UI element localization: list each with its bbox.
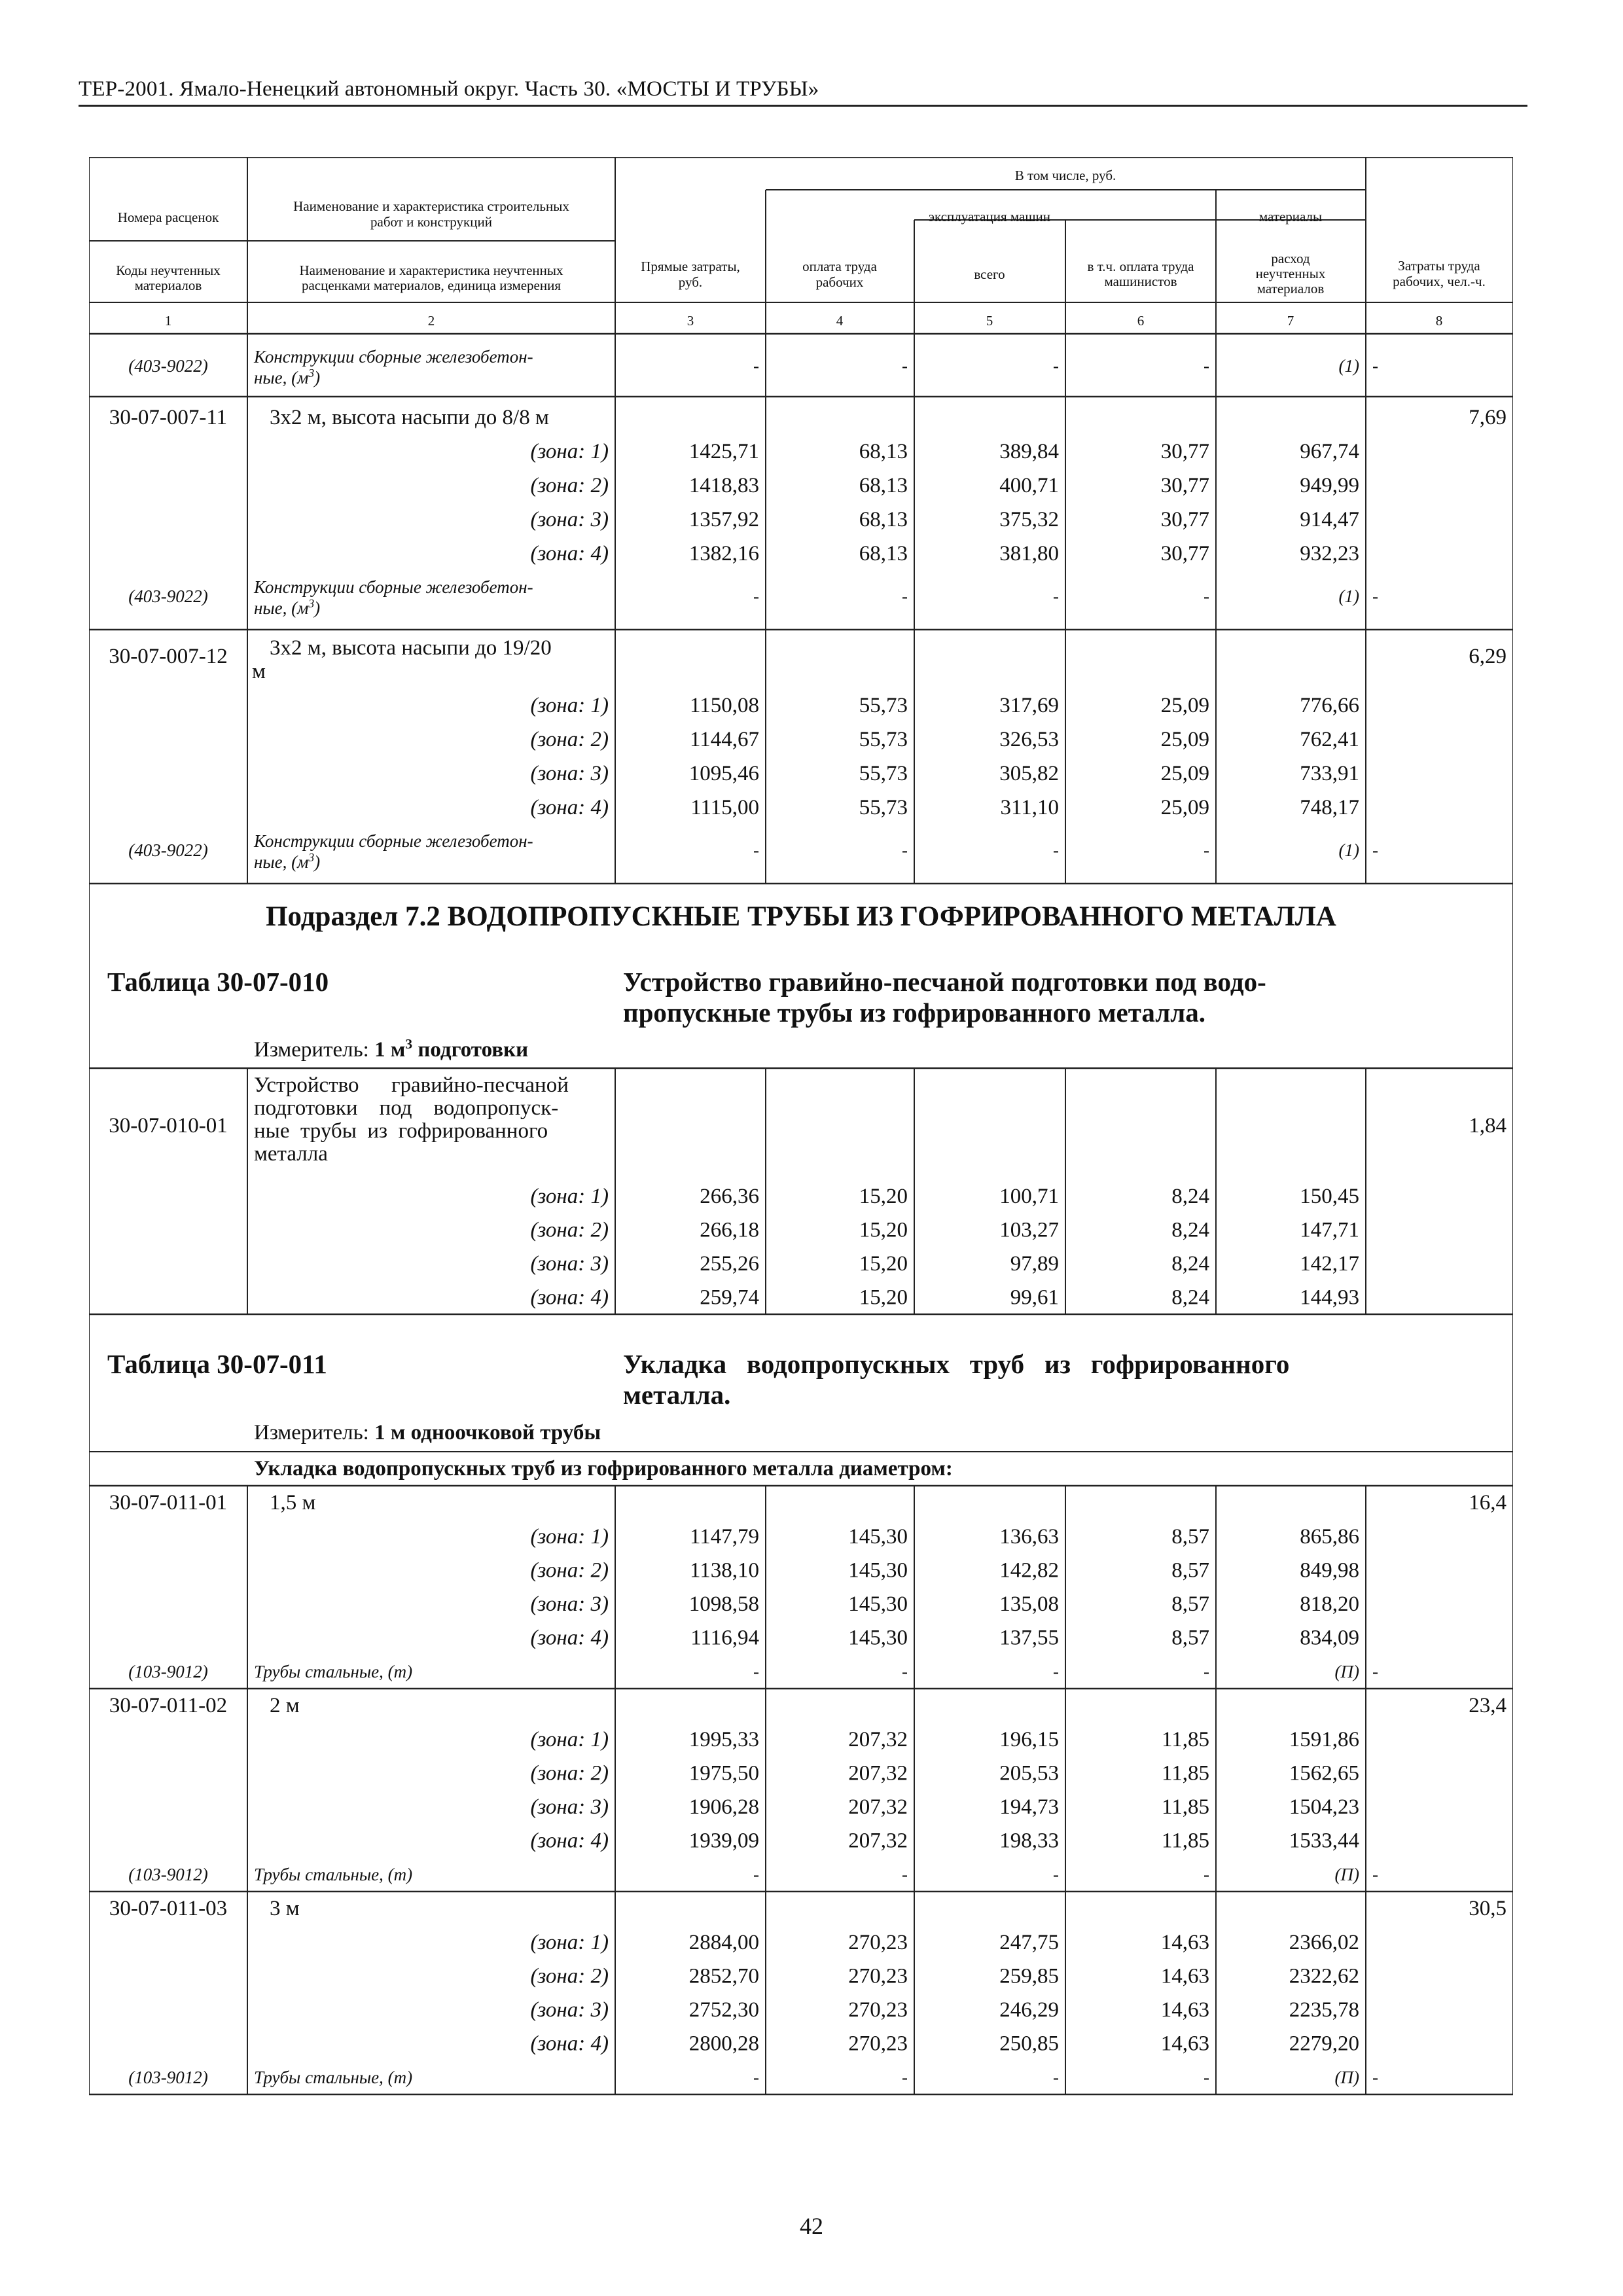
material-name: ные, $(м^3)$ (254, 367, 321, 387)
zone-value: 305,82 (999, 762, 1059, 785)
zone-value: 246,29 (999, 1998, 1059, 2022)
zone-value: 1591,86 (1289, 1728, 1359, 1751)
material-value: - (1204, 356, 1209, 376)
zone-value: 266,18 (700, 1218, 759, 1242)
header-col4: рабочих (815, 274, 864, 290)
zone-value: 1995,33 (688, 1728, 759, 1751)
material-value: - (753, 356, 759, 376)
material-value: - (753, 586, 759, 606)
zone-value: 135,08 (999, 1592, 1059, 1616)
header-col6: машинистов (1104, 274, 1177, 289)
zone-label: (зона: 3) (530, 1998, 609, 2022)
zone-value: 55,73 (859, 694, 908, 717)
zone-value: 15,20 (859, 1185, 908, 1208)
zone-value: 1095,46 (688, 762, 759, 785)
material-name: ные, $(м^3)$ (254, 597, 321, 618)
zone-value: 1533,44 (1289, 1829, 1359, 1853)
zone-value: 14,63 (1160, 1964, 1209, 1988)
zone-value: 967,74 (1300, 440, 1359, 463)
zone-value: 145,30 (848, 1592, 908, 1616)
material-name: Трубы стальные, (т) (254, 1662, 413, 1681)
work-name: м (252, 660, 266, 683)
column-number: 6 (1137, 313, 1145, 329)
zone-value: 147,71 (1300, 1218, 1359, 1242)
material-value: - (1372, 356, 1378, 376)
zone-value: 1382,16 (688, 542, 759, 565)
zone-value: 8,24 (1171, 1252, 1209, 1276)
zone-value: 68,13 (859, 542, 908, 565)
work-name: 3 м (270, 1897, 300, 1920)
zone-label: (зона: 2) (530, 1964, 609, 1988)
zone-label: (зона: 4) (530, 542, 609, 565)
material-code: (103-9012) (128, 1865, 208, 1884)
meter-caption: Измеритель: 1 $м^3$ подготовки (254, 1036, 529, 1062)
zone-value: 1147,79 (689, 1525, 759, 1549)
zone-label: (зона: 1) (530, 440, 609, 463)
material-value: - (1372, 586, 1378, 606)
zone-value: 207,32 (848, 1829, 908, 1853)
header-col2: работ и конструкций (370, 214, 492, 230)
rate-code: 30-07-010-01 (109, 1114, 228, 1138)
material-value: - (1372, 1662, 1378, 1681)
material-name: Трубы стальные, (т) (254, 2068, 413, 2087)
zone-value: 55,73 (859, 728, 908, 751)
material-value: - (1204, 2068, 1209, 2087)
price-table (89, 157, 1513, 2128)
zone-value: 14,63 (1160, 1998, 1209, 2022)
header-col2: Наименование и характеристика строительных (293, 198, 569, 214)
zone-value: 11,85 (1161, 1728, 1209, 1751)
zone-label: (зона: 3) (530, 1795, 609, 1819)
zone-value: 2235,78 (1289, 1998, 1359, 2022)
zone-value: 311,10 (1000, 796, 1059, 819)
zone-label: (зона: 3) (530, 1252, 609, 1276)
zone-value: 8,57 (1171, 1525, 1209, 1549)
zone-value: 1357,92 (688, 508, 759, 531)
header-col1-codes: материалов (134, 278, 202, 293)
work-name: металла (254, 1142, 328, 1166)
material-value: - (753, 1662, 759, 1681)
zone-label: (зона: 1) (530, 1185, 609, 1208)
material-value: - (902, 1662, 908, 1681)
zone-value: 55,73 (859, 762, 908, 785)
material-value: - (753, 2068, 759, 2087)
subsection-title: Подраздел 7.2 ВОДОПРОПУСКНЫЕ ТРУБЫ ИЗ ГОФРИРОВАННОГО МЕТАЛЛА (266, 901, 1336, 932)
zone-value: 1138,10 (689, 1558, 759, 1583)
zone-label: (зона: 4) (530, 2032, 609, 2056)
zone-value: 2279,20 (1289, 2032, 1359, 2056)
zone-value: 30,77 (1160, 474, 1209, 497)
zone-value: 103,27 (999, 1218, 1059, 1242)
zone-value: 270,23 (848, 1964, 908, 1988)
labor-value: 16,4 (1469, 1491, 1507, 1515)
zone-value: 15,20 (859, 1252, 908, 1276)
work-name: ные трубы из гофрированного (254, 1119, 548, 1143)
zone-value: 865,86 (1300, 1525, 1359, 1549)
labor-value: 6,29 (1469, 645, 1507, 668)
header-machines: эксплуатация машин (929, 209, 1050, 224)
zone-value: 2752,30 (688, 1998, 759, 2022)
zone-value: 1116,94 (690, 1626, 759, 1650)
header-col5: всего (974, 266, 1005, 282)
rate-code: 30-07-011-01 (109, 1491, 228, 1515)
material-value: - (753, 840, 759, 860)
zone-value: 8,24 (1171, 1185, 1209, 1208)
header-col4: оплата труда (802, 259, 877, 274)
material-value: (1) (1338, 586, 1359, 606)
header-col8: Затраты труда (1398, 258, 1480, 274)
material-value: - (1372, 2068, 1378, 2087)
material-value: - (902, 840, 908, 860)
header-col7: материалов (1257, 281, 1325, 296)
zone-value: 381,80 (999, 542, 1059, 565)
zone-value: 205,53 (999, 1761, 1059, 1785)
zone-value: 1562,65 (1289, 1761, 1359, 1785)
material-value: - (1372, 840, 1378, 860)
header-rule (79, 105, 1527, 107)
zone-value: 1098,58 (688, 1592, 759, 1616)
header-col3: Прямые затраты, (641, 259, 740, 274)
work-name: 1,5 м (270, 1491, 316, 1515)
zone-value: 1504,23 (1289, 1795, 1359, 1819)
header-col8: рабочих, чел.-ч. (1393, 274, 1486, 289)
material-value: - (1053, 840, 1059, 860)
zone-value: 207,32 (848, 1795, 908, 1819)
zone-value: 25,09 (1160, 694, 1209, 717)
zone-label: (зона: 2) (530, 728, 609, 751)
group-heading: Укладка водопропускных труб из гофрированного металла диаметром: (254, 1457, 953, 1480)
zone-value: 8,57 (1171, 1558, 1209, 1583)
material-value: - (1053, 586, 1059, 606)
header-materials: материалы (1258, 209, 1323, 224)
labor-value: 30,5 (1469, 1897, 1507, 1920)
zone-label: (зона: 4) (530, 1626, 609, 1650)
zone-value: 11,85 (1161, 1761, 1209, 1785)
material-name: Конструкции сборные железобетон- (254, 831, 533, 851)
material-value: - (1204, 1662, 1209, 1681)
material-value: - (1204, 1865, 1209, 1884)
zone-value: 136,63 (999, 1525, 1059, 1549)
zone-label: (зона: 4) (530, 1829, 609, 1853)
material-value: - (1204, 840, 1209, 860)
material-code: (103-9012) (128, 2068, 208, 2087)
header-col1: Номера расценок (117, 209, 219, 225)
header-col7: расход (1271, 251, 1310, 266)
zone-value: 1144,67 (689, 728, 759, 751)
zone-value: 30,77 (1160, 508, 1209, 531)
table-title: пропускные трубы из гофрированного металла. (623, 997, 1205, 1028)
zone-value: 317,69 (999, 694, 1059, 717)
zone-value: 255,26 (700, 1252, 759, 1276)
zone-value: 145,30 (848, 1626, 908, 1650)
zone-value: 15,20 (859, 1218, 908, 1242)
zone-value: 207,32 (848, 1728, 908, 1751)
labor-value: 23,4 (1469, 1694, 1507, 1717)
zone-value: 818,20 (1300, 1592, 1359, 1616)
material-name: Трубы стальные, (т) (254, 1865, 413, 1884)
material-name: ные, $(м^3)$ (254, 851, 321, 872)
header-col6: в т.ч. оплата труда (1087, 259, 1194, 274)
zone-value: 849,98 (1300, 1558, 1359, 1583)
zone-value: 375,32 (999, 508, 1059, 531)
work-name: 3х2 м, высота насыпи до 8/8 м (270, 406, 549, 429)
labor-value: 1,84 (1469, 1114, 1507, 1138)
zone-value: 25,09 (1160, 762, 1209, 785)
column-number: 8 (1435, 313, 1443, 329)
zone-value: 776,66 (1300, 694, 1359, 717)
work-name: Устройство гравийно-песчаной (254, 1073, 569, 1097)
zone-label: (зона: 2) (530, 1218, 609, 1242)
zone-value: 247,75 (999, 1931, 1059, 1954)
zone-value: 1115,00 (690, 796, 759, 819)
zone-value: 2884,00 (688, 1931, 759, 1954)
work-name: 3х2 м, высота насыпи до 19/20 (270, 636, 552, 660)
zone-value: 14,63 (1160, 2032, 1209, 2056)
zone-value: 326,53 (999, 728, 1059, 751)
zone-value: 55,73 (859, 796, 908, 819)
zone-value: 14,63 (1160, 1931, 1209, 1954)
zone-label: (зона: 3) (530, 508, 609, 531)
material-value: - (1053, 1865, 1059, 1884)
zone-value: 270,23 (848, 1998, 908, 2022)
material-value: (1) (1338, 840, 1359, 860)
zone-value: 25,09 (1160, 796, 1209, 819)
header-including: В том числе, руб. (1014, 168, 1116, 183)
zone-value: 762,41 (1300, 728, 1359, 751)
zone-value: 145,30 (848, 1525, 908, 1549)
zone-value: 8,24 (1171, 1285, 1209, 1310)
zone-value: 68,13 (859, 474, 908, 497)
zone-value: 1150,08 (689, 694, 759, 717)
zone-value: 270,23 (848, 2032, 908, 2056)
column-number: 1 (164, 313, 172, 329)
work-name: подготовки под водопропуск- (254, 1096, 559, 1120)
zone-value: 1906,28 (688, 1795, 759, 1819)
zone-label: (зона: 4) (530, 1285, 609, 1310)
zone-label: (зона: 3) (530, 1592, 609, 1616)
zone-value: 250,85 (999, 2032, 1059, 2056)
meter-caption: Измеритель: 1 м одноочковой трубы (254, 1421, 601, 1444)
material-value: (П) (1334, 1662, 1359, 1681)
zone-value: 142,17 (1300, 1252, 1359, 1276)
material-value: - (902, 356, 908, 376)
material-value: - (902, 2068, 908, 2087)
zone-value: 30,77 (1160, 440, 1209, 463)
rate-code: 30-07-007-12 (109, 645, 228, 668)
zone-value: 733,91 (1300, 762, 1359, 785)
zone-value: 1425,71 (688, 440, 759, 463)
labor-value: 7,69 (1469, 406, 1507, 429)
table-title: Укладка водопропускных труб из гофрированного (623, 1349, 1290, 1379)
material-value: (П) (1334, 2068, 1359, 2087)
header-col2-materials: расценками материалов, единица измерения (301, 278, 562, 293)
header-col7: неучтенных (1255, 266, 1326, 281)
zone-value: 68,13 (859, 440, 908, 463)
material-value: - (1053, 356, 1059, 376)
zone-value: 1975,50 (688, 1761, 759, 1785)
material-value: (1) (1338, 356, 1359, 376)
zone-value: 15,20 (859, 1285, 908, 1310)
zone-label: (зона: 1) (530, 1525, 609, 1549)
rate-code: 30-07-007-11 (109, 406, 228, 429)
zone-value: 2852,70 (688, 1964, 759, 1988)
zone-value: 30,77 (1160, 542, 1209, 565)
zone-value: 196,15 (999, 1728, 1059, 1751)
zone-value: 259,74 (700, 1285, 759, 1310)
rate-code: 30-07-011-02 (109, 1694, 228, 1717)
zone-label: (зона: 1) (530, 1728, 609, 1751)
material-value: - (1204, 586, 1209, 606)
zone-value: 2366,02 (1289, 1931, 1359, 1954)
zone-value: 194,73 (999, 1795, 1059, 1819)
zone-value: 11,85 (1161, 1795, 1209, 1819)
column-number: 7 (1287, 313, 1294, 329)
column-number: 5 (986, 313, 993, 329)
material-code: (103-9012) (128, 1662, 208, 1681)
page-number: 42 (800, 2213, 823, 2239)
material-value: - (902, 1865, 908, 1884)
header-col3: руб. (678, 274, 703, 290)
zone-label: (зона: 2) (530, 1558, 609, 1583)
zone-value: 1418,83 (688, 474, 759, 497)
zone-value: 145,30 (848, 1558, 908, 1583)
header-col1-codes: Коды неучтенных (116, 262, 221, 278)
column-number: 3 (687, 313, 694, 329)
material-code: (403-9022) (128, 840, 208, 860)
zone-value: 99,61 (1010, 1285, 1059, 1310)
header-col2-materials: Наименование и характеристика неучтенных (299, 262, 563, 278)
zone-value: 266,36 (700, 1185, 759, 1208)
material-name: Конструкции сборные железобетон- (254, 347, 533, 367)
zone-label: (зона: 2) (530, 474, 609, 497)
material-value: - (1053, 1662, 1059, 1681)
column-number: 2 (427, 313, 435, 329)
zone-value: 207,32 (848, 1761, 908, 1785)
work-name: 2 м (270, 1694, 300, 1717)
zone-value: 270,23 (848, 1931, 908, 1954)
material-code: (403-9022) (128, 356, 208, 376)
material-value: - (1053, 2068, 1059, 2087)
table-label: Таблица 30-07-010 (107, 967, 329, 997)
table-label: Таблица 30-07-011 (107, 1349, 327, 1379)
zone-value: 1939,09 (688, 1829, 759, 1853)
material-value: - (902, 586, 908, 606)
zone-value: 389,84 (999, 440, 1059, 463)
zone-value: 834,09 (1300, 1626, 1359, 1650)
zone-value: 914,47 (1300, 508, 1359, 531)
zone-label: (зона: 1) (530, 1931, 609, 1954)
zone-value: 2322,62 (1289, 1964, 1359, 1988)
zone-value: 748,17 (1300, 796, 1359, 819)
zone-value: 949,99 (1300, 474, 1359, 497)
zone-value: 25,09 (1160, 728, 1209, 751)
zone-value: 142,82 (999, 1558, 1059, 1583)
material-value: - (1372, 1865, 1378, 1884)
zone-value: 68,13 (859, 508, 908, 531)
zone-value: 137,55 (999, 1626, 1059, 1650)
zone-label: (зона: 4) (530, 796, 609, 819)
rate-code: 30-07-011-03 (109, 1897, 228, 1920)
zone-value: 150,45 (1300, 1185, 1359, 1208)
material-value: (П) (1334, 1865, 1359, 1884)
zone-value: 8,57 (1171, 1626, 1209, 1650)
zone-label: (зона: 1) (530, 694, 609, 717)
table-title: металла. (623, 1380, 731, 1410)
zone-value: 8,57 (1171, 1592, 1209, 1616)
table-title: Устройство гравийно-песчаной подготовки под водо- (623, 967, 1266, 997)
zone-value: 11,85 (1161, 1829, 1209, 1853)
zone-value: 97,89 (1010, 1252, 1059, 1276)
zone-value: 932,23 (1300, 542, 1359, 565)
zone-value: 2800,28 (688, 2032, 759, 2056)
material-name: Конструкции сборные железобетон- (254, 577, 533, 597)
document-header: ТЕР-2001. Ямало-Ненецкий автономный округ. Часть 30. «МОСТЫ И ТРУБЫ» (79, 77, 819, 101)
material-code: (403-9022) (128, 586, 208, 606)
material-value: - (753, 1865, 759, 1884)
zone-value: 8,24 (1171, 1218, 1209, 1242)
zone-value: 400,71 (999, 474, 1059, 497)
zone-value: 259,85 (999, 1964, 1059, 1988)
zone-value: 100,71 (999, 1185, 1059, 1208)
zone-value: 144,93 (1300, 1285, 1359, 1310)
zone-label: (зона: 3) (530, 762, 609, 785)
zone-label: (зона: 2) (530, 1761, 609, 1785)
column-number: 4 (836, 313, 844, 329)
zone-value: 198,33 (999, 1829, 1059, 1853)
